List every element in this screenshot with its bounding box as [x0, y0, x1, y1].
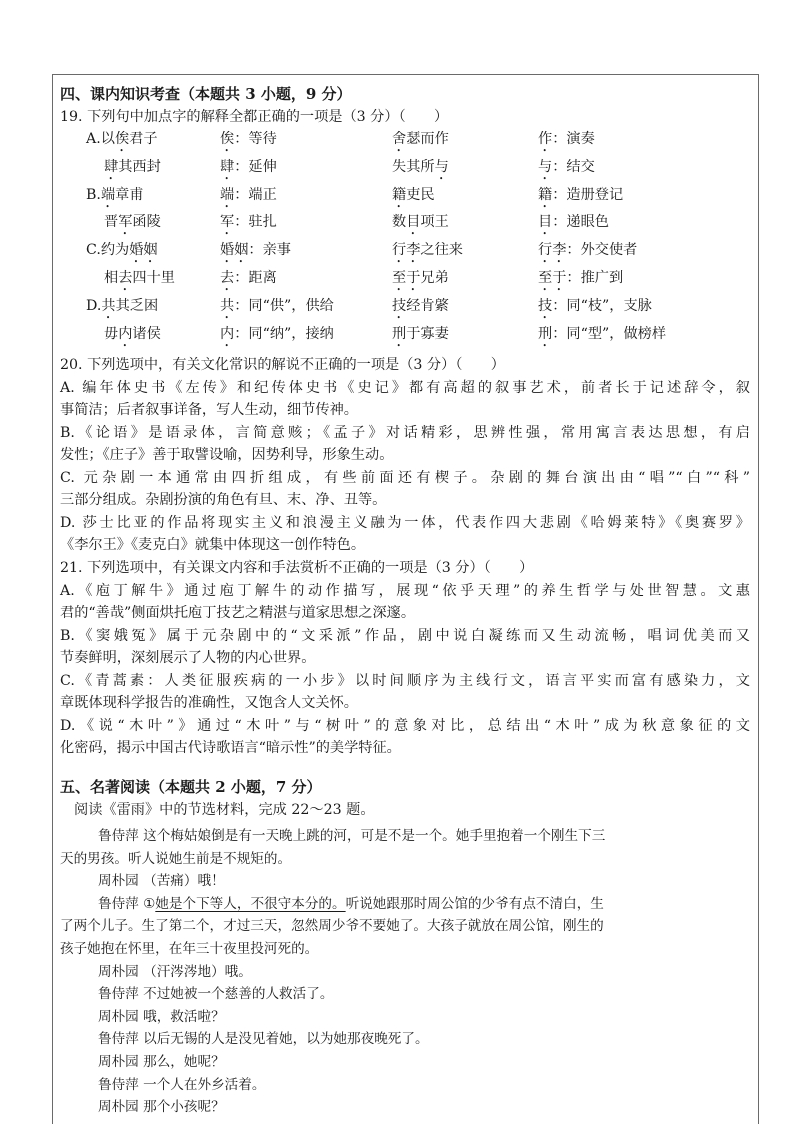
dotted-char: 俟 — [114, 131, 130, 147]
speaker-name: 周朴园 — [98, 1008, 144, 1025]
q21-line: C.《青蒿素：人类征服疾病的一小步》以时间顺序为主线行文，语言平实而富有感染力，文 — [60, 673, 750, 689]
dotted-char: 与 — [434, 158, 449, 175]
section5-title: 五、名著阅读（本题共 2 小题，7 分） — [60, 778, 322, 796]
q19-cell: 至于：推广到 — [538, 270, 624, 286]
q21-line: 君的“善哉”侧面烘托庖丁技艺之精湛与道家思想之深邃。 — [60, 605, 416, 621]
dotted-char: 技 — [392, 297, 407, 314]
dotted-char: 去 — [118, 270, 133, 286]
dotted-char: 肆 — [220, 158, 235, 175]
dotted-char: 与 — [538, 158, 553, 175]
q19-cell: 共：同“供”，供给 — [220, 297, 334, 314]
dotted-char: 籍 — [392, 186, 407, 203]
dotted-char: 至于 — [392, 270, 421, 286]
q21-line: 化密码，揭示中国古代诗歌语言“暗示性”的美学特征。 — [60, 740, 401, 756]
speaker-name: 鲁侍萍 — [98, 895, 144, 912]
dotted-char: 军 — [118, 214, 133, 231]
dotted-char: 目 — [406, 214, 421, 231]
dotted-char: 舍 — [392, 131, 407, 147]
dialogue-line: 孩子她抱在怀里，在年三十夜里投河死的。 — [60, 941, 319, 957]
q19-cell: 行李之往来 — [392, 242, 463, 259]
dotted-char: 行李 — [392, 242, 421, 259]
q19-cell: 与：结交 — [538, 158, 595, 175]
dialogue-line: 周朴园 哦，救活啦？ — [98, 1008, 225, 1025]
q21-line: 章既体现科学报告的准确性，又饱含人文关怀。 — [60, 695, 358, 711]
dialogue-line: 鲁侍萍 一个人在外乡活着。 — [98, 1076, 266, 1093]
dialogue-line: 鲁侍萍 这个梅姑娘倒是有一天晚上跳的河，可是不是一个。她手里抱着一个刚生下三 — [98, 828, 606, 844]
section5-intro: 阅读《雷雨》中的节选材料，完成 22～23 题。 — [74, 802, 375, 818]
dotted-char: 共 — [101, 297, 116, 314]
q19-cell: 作：演奏 — [538, 131, 595, 147]
q19-cell: 数目项王 — [392, 214, 449, 231]
q20-line: 发性；《庄子》善于取譬设喻，因势利导，形象生动。 — [60, 447, 394, 463]
dialogue-line: 周朴园 （汗涔涔地）哦。 — [98, 963, 252, 980]
dotted-char: 技 — [538, 297, 553, 314]
q21-line: B.《窦娥冤》属于元杂剧中的“文采派”作品，剧中说白凝练而又生动流畅，唱词优美而又 — [60, 628, 750, 644]
q20-line: D. 莎士比亚的作品将现实主义和浪漫主义融为一体，代表作四大悲剧《哈姆莱特》《奥赛罗》 — [60, 515, 750, 531]
q19-cell: 技经肯綮 — [392, 297, 449, 314]
dotted-char: 内 — [118, 325, 133, 342]
speaker-name: 鲁侍萍 — [98, 1031, 144, 1048]
speaker-name: 周朴园 — [98, 963, 144, 980]
dotted-char: 刑 — [392, 325, 407, 342]
dialogue-line: 天的男孩。听人说她生前是不规矩的。 — [60, 850, 292, 867]
underlined-sentence: 她是个下等人，不很守本分的。 — [155, 895, 346, 912]
q19-cell: 肆其西封 — [104, 158, 161, 175]
dialogue-line: 了两个儿子。生了第二个，才过三天，忽然周少爷不要她了。大孩子就放在周公馆，刚生的 — [60, 918, 604, 935]
dotted-char: 婚姻 — [220, 242, 249, 259]
q19-cell: 刑于寡妻 — [392, 325, 449, 342]
dialogue-line: 鲁侍萍 ①她是个下等人，不很守本分的。听说她跟那时周公馆的少爷有点不清白，生 — [98, 895, 604, 912]
q21-line: 节奏鲜明，深刻展示了人物的内心世界。 — [60, 650, 316, 666]
dialogue-line: 鲁侍萍 不过她被一个慈善的人救活了。 — [98, 986, 334, 1003]
q20-line: C. 元杂剧一本通常由四折组成，有些前面还有楔子。杂剧的舞台演出由“唱”“白”“科” — [60, 470, 750, 486]
speaker-name: 周朴园 — [98, 1099, 144, 1116]
dotted-char: 军 — [220, 214, 235, 231]
q19-cell: A.以俟君子 — [86, 131, 158, 147]
q19-cell: 技：同“枝”，支脉 — [538, 297, 652, 314]
q19-cell: 毋内诸侯 — [104, 325, 161, 342]
q19-cell: 籍：造册登记 — [538, 186, 624, 203]
dialogue-line: 周朴园 那么，她呢？ — [98, 1054, 225, 1070]
dotted-char: 端 — [220, 186, 235, 203]
speaker-name: 周朴园 — [98, 1054, 144, 1070]
q19-cell: 婚姻：亲事 — [220, 242, 291, 259]
dotted-char: 行李 — [538, 242, 567, 259]
dialogue-line: 鲁侍萍 以后无锡的人是没见着她，以为她那夜晚死了。 — [98, 1031, 429, 1048]
q19-cell: 肆：延伸 — [220, 158, 277, 175]
dotted-char: 目 — [538, 214, 553, 231]
q19-cell: 目：递眼色 — [538, 214, 609, 231]
q19-cell: 舍瑟而作 — [392, 131, 449, 147]
dotted-char: 去 — [220, 270, 235, 286]
q19-cell: 俟：等待 — [220, 131, 277, 147]
q19-stem: 19. 下列句中加点字的解释全都正确的一项是（3 分）（ ） — [60, 109, 449, 125]
q20-line: A. 编年体史书《左传》和纪传体史书《史记》都有高超的叙事艺术，前者长于记述辞令，叙 — [60, 380, 750, 396]
q21-line: A.《庖丁解牛》通过庖丁解牛的动作描写，展现“依乎天理”的养生哲学与处世智慧。文惠 — [60, 583, 750, 599]
dotted-char: 肆 — [104, 158, 119, 175]
q20-line: 三部分组成。杂剧扮演的角色有旦、末、净、丑等。 — [60, 492, 387, 508]
annotation-marker: ① — [143, 895, 156, 912]
dotted-char: 刑 — [538, 325, 553, 342]
q21-line: D.《说“木叶”》通过“木叶”与“树叶”的意象对比，总结出“木叶”成为秋意象征的文 — [60, 718, 750, 734]
q19-cell: 行李：外交使者 — [538, 242, 638, 259]
dotted-char: 婚姻 — [129, 242, 158, 259]
q19-cell: 军：驻扎 — [220, 214, 277, 231]
q19-cell: B.端章甫 — [86, 186, 144, 203]
q19-cell: 失其所与 — [392, 158, 449, 175]
q19-cell: 去：距离 — [220, 270, 277, 286]
dotted-char: 共 — [220, 297, 235, 314]
dotted-char: 端 — [100, 186, 116, 203]
speaker-name: 鲁侍萍 — [98, 1076, 144, 1093]
q19-cell: 刑：同“型”，做榜样 — [538, 325, 667, 342]
speaker-name: 鲁侍萍 — [98, 828, 144, 844]
q19-cell: 相去四十里 — [104, 270, 175, 286]
q20-line: 事简洁；后者叙事详备，写人生动，细节传神。 — [60, 402, 358, 418]
dotted-char: 至于 — [538, 270, 567, 286]
dialogue-line: 周朴园 那个小孩呢？ — [98, 1099, 225, 1116]
q20-stem: 20. 下列选项中，有关文化常识的解说不正确的一项是（3 分）（ ） — [60, 357, 505, 373]
q19-cell: 至于兄弟 — [392, 270, 449, 286]
q19-cell: 内：同“纳”，接纳 — [220, 325, 334, 342]
speaker-name: 周朴园 — [98, 873, 144, 890]
dotted-char: 内 — [220, 325, 235, 342]
q19-cell: 端：端正 — [220, 186, 277, 203]
dotted-char: 籍 — [538, 186, 553, 203]
q19-cell: D.共其乏困 — [86, 297, 159, 314]
speaker-name: 鲁侍萍 — [98, 986, 144, 1003]
q20-line: B.《论语》是语录体，言简意赅；《孟子》对话精彩，思辨性强，常用寓言表达思想，有启 — [60, 425, 750, 441]
q20-line: 《李尔王》《麦克白》就集中体现这一创作特色。 — [60, 537, 366, 553]
q19-cell: 晋军函陵 — [104, 214, 161, 231]
q19-cell: 籍吏民 — [392, 186, 435, 203]
q19-cell: C.约为婚姻 — [86, 242, 158, 259]
dialogue-line: 周朴园 （苦痛）哦！ — [98, 873, 225, 890]
dotted-char: 俟 — [220, 131, 235, 147]
section4-title: 四、课内知识考查（本题共 3 小题，9 分） — [60, 85, 352, 103]
q21-stem: 21. 下列选项中，有关课文内容和手法赏析不正确的一项是（3 分）（ ） — [60, 560, 534, 576]
dotted-char: 作 — [538, 131, 553, 147]
